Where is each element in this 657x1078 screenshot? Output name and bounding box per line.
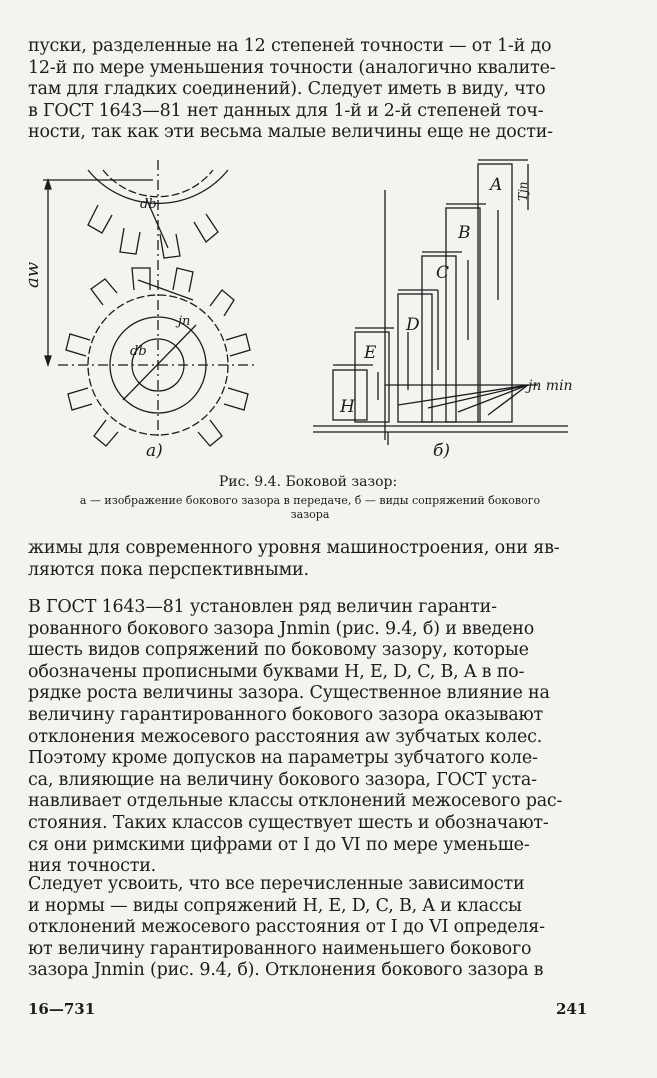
text-line: шесть видов сопряжений по боковому зазору, которые [28, 640, 529, 661]
backlash-diagram [22, 150, 588, 470]
letter-e: E [364, 343, 377, 363]
text-line: в ГОСТ 1643—81 нет данных для 1-й и 2-й степеней точ- [28, 100, 544, 121]
label-jnmin: jn min [528, 378, 573, 394]
text-line: Следует усвоить, что все перечисленные зависимости [28, 874, 525, 894]
text-line: ляются пока перспективными. [28, 559, 309, 580]
text-line: жимы для современного уровня машиностроения, они яв- [28, 538, 560, 558]
letter-a: A [490, 175, 503, 195]
text-line: ности, так как эти весьма малые величины еще не дости- [28, 122, 553, 143]
label-jn: jn [178, 314, 191, 329]
text-line: навливает отдельные классы отклонений межосевого рас- [28, 791, 563, 812]
letter-c: C [436, 263, 450, 283]
label-db-lower: db [130, 344, 147, 359]
text-line: пуски, разделенные на 12 степеней точности — от 1-й до [28, 36, 552, 56]
text-line: отклонения межосевого расстояния aw зубчатых колес. [28, 726, 543, 747]
text-line: са, влияющие на величину бокового зазора, ГОСТ уста- [28, 769, 537, 790]
paragraph-dependencies [28, 874, 588, 982]
text-line: отклонений межосевого расстояния от I до VI определя- [28, 917, 545, 938]
text-line: ния точности. [28, 856, 157, 877]
figure-9-4 [22, 150, 588, 470]
label-aw: aw [22, 261, 43, 288]
label-db-upper: db [140, 197, 157, 212]
text-line: стояния. Таких классов существует шесть и обозначают- [28, 812, 549, 833]
page-number: 241 [556, 1000, 588, 1018]
text-line: рядке роста величины зазора. Существенное влияние на [28, 683, 550, 704]
signature-mark: 16—731 [28, 1000, 96, 1018]
figure-caption-text: а — изображение бокового зазора в передаче, б — виды сопряжений бокового зазора [79, 494, 541, 521]
letter-d: D [406, 315, 420, 335]
text-line: обозначены прописными буквами H, E, D, C, B, A в по- [28, 661, 525, 682]
letter-h: H [340, 397, 355, 417]
paragraph-continuation [28, 538, 588, 581]
paragraph-intro [28, 36, 588, 144]
text-line: и нормы — виды сопряжений H, E, D, C, B, A и классы [28, 895, 522, 916]
label-tjn: Tjn [516, 181, 530, 201]
text-line: там для гладких соединений). Следует иметь в виду, что [28, 79, 546, 100]
text-line: 12-й по мере уменьшения точности (аналогично квалите- [28, 57, 556, 78]
label-a: а) [146, 441, 163, 461]
text-line: величину гарантированного бокового зазора оказывают [28, 704, 543, 725]
figure-caption-title: Рис. 9.4. Боковой зазор: [218, 474, 398, 490]
label-b: б) [433, 441, 451, 461]
text-line: ся они римскими цифрами от I до VI по мере уменьше- [28, 834, 530, 855]
text-line: зазора Jnmin (рис. 9.4, б). Отклонения бокового зазора в [28, 960, 544, 981]
letter-b: B [458, 223, 471, 243]
text-line: рованного бокового зазора Jnmin (рис. 9.4, б) и введено [28, 618, 535, 639]
text-line: Поэтому кроме допусков на параметры зубчатого коле- [28, 748, 538, 769]
text-line: В ГОСТ 1643—81 установлен ряд величин гаранти- [28, 597, 497, 617]
text-line: ют величину гарантированного наименьшего бокового [28, 938, 532, 959]
paragraph-gost-backlash [28, 597, 588, 878]
